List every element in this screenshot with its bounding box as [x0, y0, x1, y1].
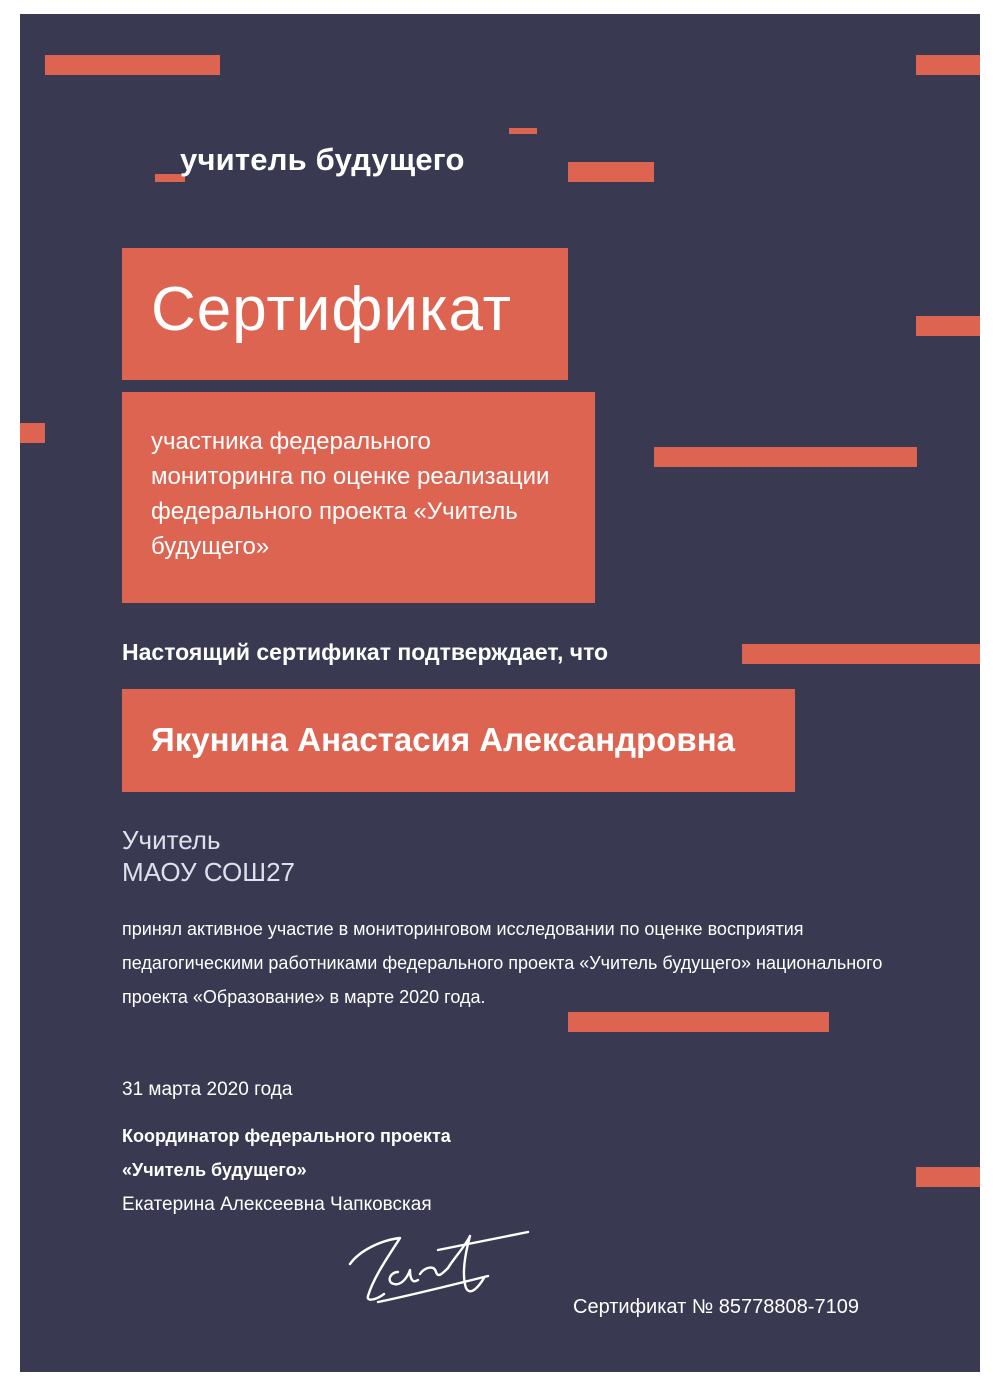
decor-bar: [654, 447, 917, 467]
decor-bar: [568, 162, 654, 182]
certificate-number: Сертификат № 85778808-7109: [573, 1296, 859, 1318]
confirmation-text: Настоящий сертификат подтверждает, что: [122, 639, 609, 665]
recipient-name: Якунина Анастасия Александровна: [151, 721, 735, 758]
project-logo-text: учитель будущего: [180, 142, 465, 177]
recipient-organization: МАОУ СОШ27: [122, 857, 295, 887]
coordinator-title-line1: Координатор федерального проекта: [122, 1126, 451, 1146]
certificate-page: [20, 14, 980, 1372]
certificate-subtitle: участника федерального мониторинга по оценке реализации федерального проекта «Учитель будущего»: [151, 428, 550, 560]
decor-bar: [916, 1167, 980, 1187]
decor-bar: [45, 55, 220, 75]
signature-icon: [338, 1214, 538, 1309]
recipient-position: Учитель: [122, 825, 221, 855]
decor-bar: [509, 128, 537, 134]
decor-bar: [20, 423, 45, 443]
issue-date: 31 марта 2020 года: [122, 1079, 293, 1100]
decor-bar: [916, 316, 980, 336]
certificate-title: Сертификат: [151, 275, 513, 344]
coordinator-title-line2: «Учитель будущего»: [122, 1160, 307, 1180]
decor-bar: [742, 644, 980, 664]
coordinator-name: Екатерина Алексеевна Чапковская: [122, 1194, 432, 1215]
participation-text: принял активное участие в мониторинговом исследовании по оценке восприятия педагогическими работниками федерального проекта «Учитель будущего» национального проекта «Образование» в марте 2020 года.: [122, 919, 883, 1007]
decor-bar: [916, 55, 980, 75]
decor-bar: [568, 1012, 829, 1032]
